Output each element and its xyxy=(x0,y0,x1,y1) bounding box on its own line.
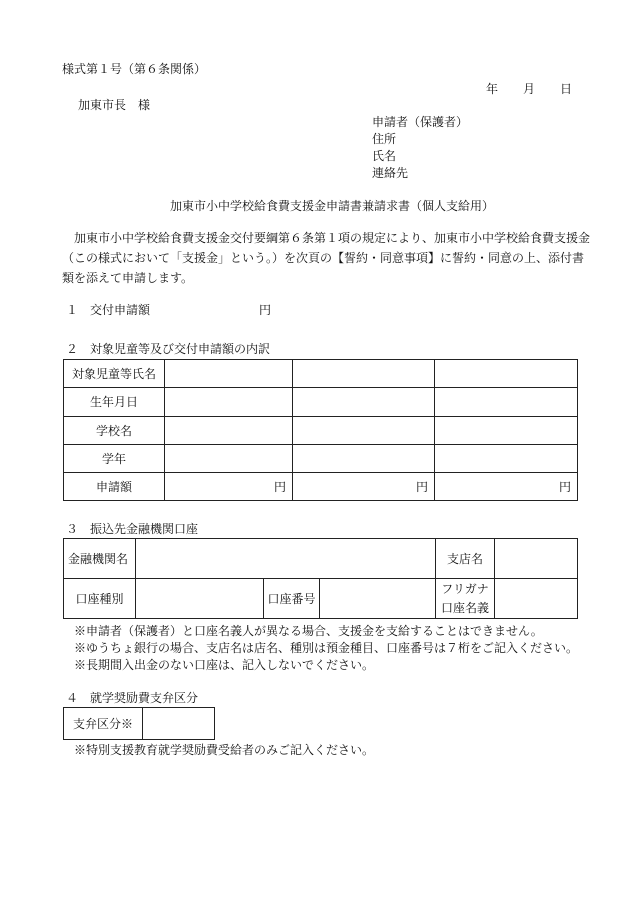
table-row xyxy=(64,445,578,473)
intro-paragraph: 加東市小中学校給食費支援金交付要綱第６条第１項の規定により、加東市小中学校給食費支援金（この様式において「支援金」という。）を次頁の【誓約・同意事項】に誓約・同意の上、添付書類を添えて申請します。 xyxy=(62,231,591,285)
child-name-cell-1[interactable] xyxy=(165,360,293,388)
applicant-name-label: 氏名 xyxy=(372,149,397,163)
addressee: 加東市長 様 xyxy=(78,98,151,112)
bank-name-label: 金融機関名 xyxy=(64,539,136,579)
birth-date-cell-3[interactable] xyxy=(435,388,578,417)
row-label-amount: 申請額 xyxy=(64,473,165,501)
subsidy-category-input[interactable] xyxy=(143,708,215,740)
account-holder-label: 口座名義 xyxy=(440,600,489,615)
subsidy-note: ※特別支援教育就学奨励費受給者のみご記入ください。 xyxy=(74,743,375,757)
grade-cell-1[interactable] xyxy=(165,445,293,473)
document-title: 加東市小中学校給食費支援金申請書兼請求書（個人支給用） xyxy=(170,199,495,213)
form-number: 様式第１号（第６条関係） xyxy=(62,62,207,76)
section2-label: ２ 対象児童等及び交付申請額の内訳 xyxy=(66,342,271,356)
account-type-input[interactable] xyxy=(136,579,264,619)
applicant-heading: 申請者（保護者） xyxy=(372,115,469,129)
bank-note-3: ※長期間入出金のない口座は、記入しないでください。 xyxy=(74,658,375,672)
applicant-contact-label: 連絡先 xyxy=(372,166,409,180)
school-name-cell-1[interactable] xyxy=(165,417,293,445)
account-number-label: 口座番号 xyxy=(264,579,320,619)
table-row xyxy=(64,473,578,501)
amount-cell-1[interactable]: 円 xyxy=(165,473,293,501)
date-day-label: 日 xyxy=(560,82,573,96)
bank-note-1: ※申請者（保護者）と口座名義人が異なる場合、支援金を支給することはできません。 xyxy=(74,624,543,638)
bank-account-table xyxy=(63,538,578,619)
birth-date-cell-2[interactable] xyxy=(293,388,435,417)
branch-name-label: 支店名 xyxy=(436,539,495,579)
amount-cell-3[interactable]: 円 xyxy=(435,473,578,501)
date-month-label: 月 xyxy=(523,82,536,96)
account-number-input[interactable] xyxy=(320,579,436,619)
children-breakdown-table xyxy=(63,359,578,501)
table-row xyxy=(64,360,578,388)
amount-cell-2[interactable]: 円 xyxy=(293,473,435,501)
account-type-label: 口座種別 xyxy=(64,579,136,619)
branch-name-input[interactable] xyxy=(495,539,578,579)
school-name-cell-2[interactable] xyxy=(293,417,435,445)
school-name-cell-3[interactable] xyxy=(435,417,578,445)
row-label-school-name: 学校名 xyxy=(64,417,165,445)
bank-note-2: ※ゆうちょ銀行の場合、支店名は店名、種別は預金種目、口座番号は７桁をご記入ください。 xyxy=(74,641,579,655)
table-row xyxy=(64,708,215,740)
row-label-birth-date: 生年月日 xyxy=(64,388,165,417)
section1-label: １ 交付申請額 xyxy=(66,303,151,317)
section3-label: ３ 振込先金融機関口座 xyxy=(66,522,199,536)
table-row xyxy=(64,579,578,619)
birth-date-cell-1[interactable] xyxy=(165,388,293,417)
row-label-child-name: 対象児童等氏名 xyxy=(64,360,165,388)
bank-name-input[interactable] xyxy=(136,539,436,579)
section1-yen-unit: 円 xyxy=(259,303,272,317)
section4-label: ４ 就学奨励費支弁区分 xyxy=(66,691,199,705)
table-row xyxy=(64,417,578,445)
table-row xyxy=(64,539,578,579)
furigana-label: フリガナ xyxy=(441,581,489,596)
row-label-grade: 学年 xyxy=(64,445,165,473)
applicant-address-label: 住所 xyxy=(372,132,397,146)
subsidy-category-table xyxy=(63,707,215,740)
child-name-cell-3[interactable] xyxy=(435,360,578,388)
account-holder-input[interactable] xyxy=(495,579,578,619)
table-row xyxy=(64,388,578,417)
child-name-cell-2[interactable] xyxy=(293,360,435,388)
grade-cell-2[interactable] xyxy=(293,445,435,473)
date-year-label: 年 xyxy=(486,82,499,96)
grade-cell-3[interactable] xyxy=(435,445,578,473)
subsidy-category-label: 支弁区分※ xyxy=(64,708,143,740)
account-holder-label-cell xyxy=(436,579,495,619)
